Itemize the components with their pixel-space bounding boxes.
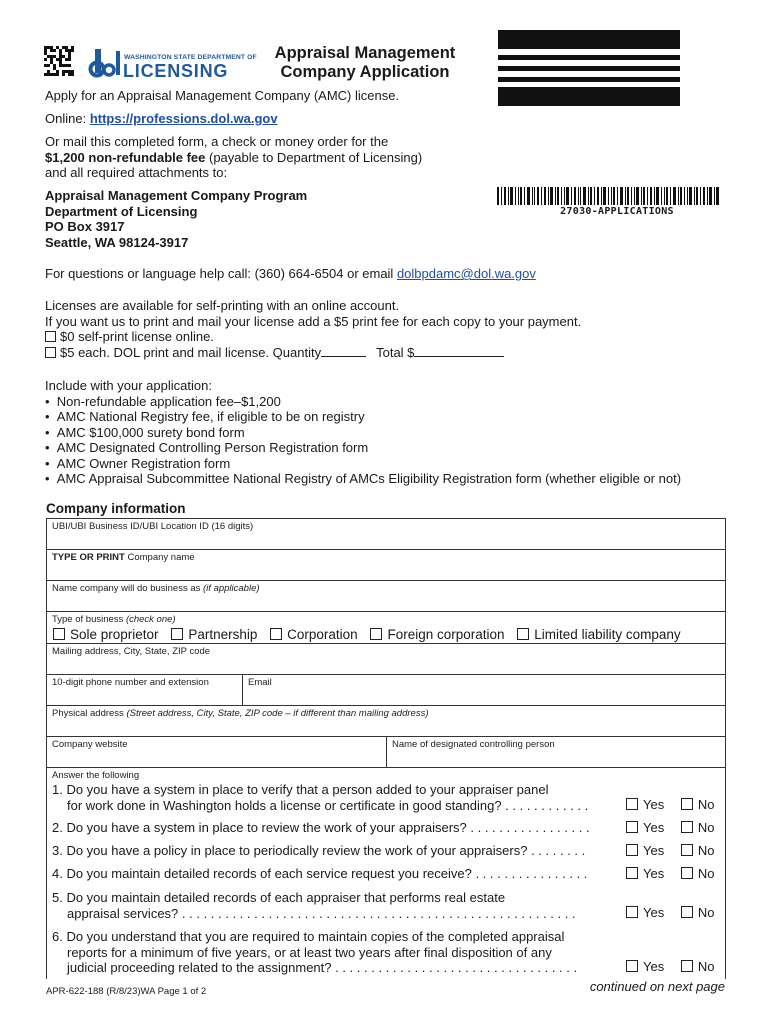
- q4-no-checkbox[interactable]: No: [681, 866, 715, 881]
- qr-code-icon: [44, 46, 74, 76]
- mailing-address: [45, 188, 307, 250]
- barcode-number: 27030-APPLICATIONS: [560, 206, 674, 217]
- q6-no-checkbox[interactable]: No: [681, 959, 715, 974]
- fee-rest: (payable to Department of Licensing): [205, 149, 423, 165]
- q5-yes-checkbox[interactable]: Yes: [626, 905, 664, 920]
- agency-top-text: WASHINGTON STATE DEPARTMENT OF: [124, 54, 257, 61]
- fee-bold: $1,200 non-refundable fee: [45, 149, 206, 165]
- website-field[interactable]: Company website: [46, 736, 387, 768]
- page-title: [240, 44, 490, 82]
- email-link[interactable]: dolbpdamc@dol.wa.gov: [396, 266, 536, 281]
- question-4: 4. Do you maintain detailed records of each service request you receive? . . . . . . . . . . . . . . . .: [52, 866, 588, 881]
- physical-address-field[interactable]: Physical address (Street address, City, State, ZIP code – if different than mailing address): [46, 705, 726, 737]
- list-item: • AMC Owner Registration form: [45, 455, 231, 471]
- question-5: 5. Do you maintain detailed records of each appraiser that performs real estate appraisal services? . . . . . . . . . . . . . . . . . . . . . . . . . . . . . . . . . . . . . . . . . . . . . . . . . . . . . . .: [52, 890, 576, 921]
- q3-no-checkbox[interactable]: No: [681, 843, 715, 858]
- list-item: • AMC $100,000 surety bond form: [45, 424, 245, 440]
- q3-yes-checkbox[interactable]: Yes: [626, 843, 664, 858]
- question-1: 1. Do you have a system in place to verify that a person added to your appraiser panel for work done in Washington holds a license or certificate in good standing? . . . . . . . . . . . .: [52, 782, 589, 813]
- mailing-address-field[interactable]: Mailing address, City, State, ZIP code: [46, 643, 726, 675]
- dba-name-field[interactable]: Name company will do business as (if applicable): [46, 580, 726, 612]
- dol-logo-icon: [88, 47, 122, 79]
- business-type-foreign-corporation[interactable]: Foreign corporation: [370, 627, 504, 642]
- business-type-sole-proprietor[interactable]: Sole proprietor: [53, 627, 159, 642]
- include-section: [45, 378, 681, 487]
- questions-text: For questions or language help call: (360) 664-6504 or email: [45, 266, 397, 281]
- mail-line-1: Or mail this completed form, a check or money order for the: [45, 134, 389, 149]
- question-3-answers: [626, 843, 714, 858]
- question-1-answers: [626, 797, 714, 812]
- list-item: • AMC Designated Controlling Person Registration form: [45, 440, 369, 455]
- question-2: 2. Do you have a system in place to review the work of your appraisers? . . . . . . . . . . . . . . . . .: [52, 820, 590, 835]
- total-field[interactable]: [414, 345, 504, 357]
- ubi-field[interactable]: UBI/UBI Business ID/UBI Location ID (16 digits): [46, 518, 726, 550]
- title-line-2: Company Application: [280, 63, 450, 81]
- mail-print-label: $5 each. DOL print and mail license. Quantity: [60, 344, 322, 360]
- continued-note: continued on next page: [589, 979, 725, 994]
- license-line-1: Licenses are available for self-printing with an online account.: [45, 298, 400, 313]
- q5-no-checkbox[interactable]: No: [681, 905, 715, 920]
- dol-logo: [88, 47, 257, 81]
- list-item: • AMC Appraisal Subcommittee National Registry of AMCs Eligibility Registration form (whether eligible or not): [45, 471, 682, 486]
- mail-print-checkbox[interactable]: [45, 347, 56, 358]
- title-line-1: Appraisal Management: [274, 44, 456, 62]
- questions-box: Answer the following: [46, 767, 726, 979]
- controlling-person-field[interactable]: Name of designated controlling person: [386, 736, 726, 768]
- business-type-group: Type of business (check one) Sole proprietor Partnership Corporation Foreign corporation Limited liability company: [46, 611, 726, 644]
- address-line: Appraisal Management Company Program: [45, 188, 308, 203]
- mail-instructions: [45, 134, 485, 181]
- license-line-2: If you want us to print and mail your license add a $5 print fee for each copy to your payment.: [45, 313, 582, 329]
- agency-main-text: LICENSING: [123, 61, 229, 81]
- business-type-partnership[interactable]: Partnership: [171, 627, 257, 642]
- mail-print-option: [45, 345, 581, 361]
- self-print-label: $0 self-print license online.: [60, 329, 214, 344]
- mail-line-3: and all required attachments to:: [45, 165, 228, 180]
- apply-line: Apply for an Appraisal Management Company (AMC) license.: [45, 88, 400, 103]
- list-item: • Non-refundable application fee–$1,200: [45, 393, 281, 409]
- business-type-corporation[interactable]: Corporation: [270, 627, 358, 642]
- online-line: [45, 111, 278, 127]
- total-label: Total $: [376, 344, 415, 360]
- address-line: Department of Licensing: [45, 203, 198, 219]
- address-line: Seattle, WA 98124-3917: [45, 234, 189, 250]
- company-name-field[interactable]: TYPE OR PRINT Company name: [46, 549, 726, 581]
- q6-yes-checkbox[interactable]: Yes: [626, 959, 664, 974]
- online-url-link[interactable]: https://professions.dol.wa.gov: [89, 111, 278, 126]
- question-4-answers: [626, 866, 714, 881]
- self-print-checkbox[interactable]: [45, 331, 56, 342]
- email-field[interactable]: Email: [242, 674, 726, 706]
- company-info-heading: Company information: [46, 501, 186, 516]
- q1-no-checkbox[interactable]: No: [681, 797, 715, 812]
- question-2-answers: [626, 820, 714, 835]
- address-line: PO Box 3917: [45, 219, 125, 234]
- phone-field[interactable]: 10-digit phone number and extension: [46, 674, 243, 706]
- business-type-llc[interactable]: Limited liability company: [517, 627, 680, 642]
- self-print-option: [45, 329, 581, 345]
- online-label: Online:: [45, 111, 90, 126]
- question-6: 6. Do you understand that you are required to maintain copies of the completed appraisal reports for a minimum of five years, or at least two years after final disposition of any judicial proceeding related to the assignment? . . . . . . . . . . . . . . . . . . . . . . . . . . . . . . . . . .: [52, 929, 578, 975]
- barcode-icon: [497, 187, 719, 205]
- quantity-field[interactable]: [321, 345, 366, 357]
- question-5-answers: [626, 905, 714, 920]
- q1-yes-checkbox[interactable]: Yes: [626, 797, 664, 812]
- q2-no-checkbox[interactable]: No: [681, 820, 715, 835]
- q4-yes-checkbox[interactable]: Yes: [626, 866, 664, 881]
- questions-line: [45, 266, 536, 282]
- office-use-block: [498, 30, 680, 106]
- license-section: [45, 298, 581, 360]
- q2-yes-checkbox[interactable]: Yes: [626, 820, 664, 835]
- list-item: • AMC National Registry fee, if eligible to be on registry: [45, 409, 365, 424]
- question-6-answers: [626, 959, 714, 974]
- include-heading: Include with your application:: [45, 378, 212, 393]
- form-id: APR-622-188 (R/8/23)WA Page 1 of 2: [46, 986, 207, 997]
- question-3: 3. Do you have a policy in place to periodically review the work of your appraisers? . . . . . . . .: [52, 843, 586, 858]
